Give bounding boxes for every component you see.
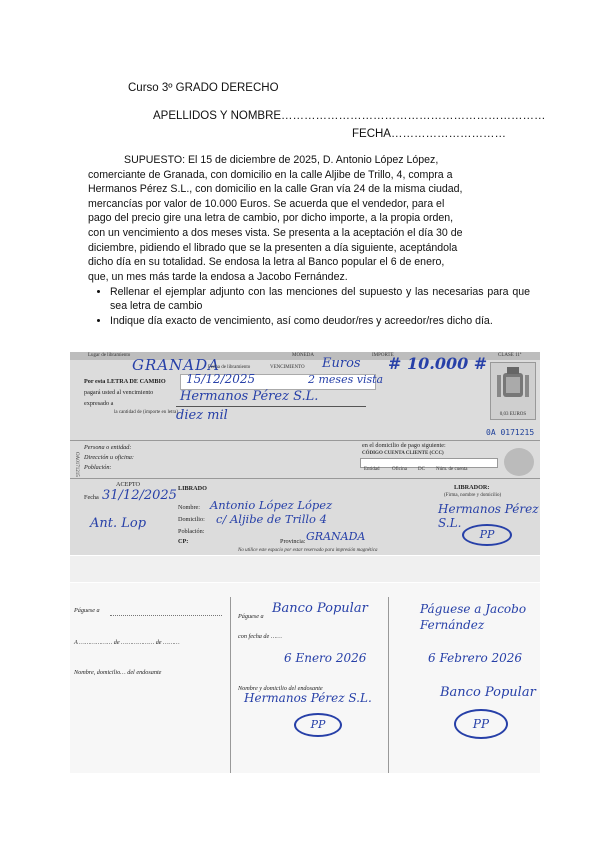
stamp-text: 0,03 EUROS [499,412,527,417]
statement-line: con un vencimiento a dos meses vista. Se presenta a la aceptación el día 30 de [88,226,463,239]
date-row [352,128,506,140]
tax-stamp [490,362,536,420]
label-poblacion: Población: [84,464,112,471]
date-label: FECHA [352,128,391,140]
label-librador: LIBRADOR: [454,484,490,491]
hw-drawee-name: Antonio López López [210,498,333,512]
label-nombre: Nombre: [178,504,200,511]
label-vencimiento: VENCIMIENTO [270,365,305,370]
hw-endorser-2: Banco Popular [440,685,536,700]
label-left-3: Nombre, domicilio… del endosante [74,669,162,676]
statement-line: diciembre, pidiendo el librado que se la presenten a día siguiente, aceptándola [88,241,458,254]
hw-drawee-address: c/ Aljibe de Trillo 4 [216,512,327,526]
hw-place: GRANADA [132,356,220,374]
label-cp: CP: [178,538,189,545]
statement-line: SUPUESTO: El 15 de diciembre de 2025, D. Antonio López López, [124,154,439,166]
label-clase: CLASE 11ª [498,353,522,358]
label-cantidad: la cantidad de (importe en letra) [114,410,178,415]
coat-of-arms-icon [491,363,535,407]
amount-line [176,406,366,407]
exercise-statement [88,153,518,284]
label-importe: IMPORTE [372,353,394,358]
statement-line: Hermanos Pérez S.L., con domicilio en la calle Gran vía 24 de la misma ciudad, [88,183,463,196]
label-direccion: Dirección u oficina: [84,454,134,461]
label-fecha-libramiento: Fecha de libramiento [208,365,251,370]
label-por-esta: Por esta LETRA DE CAMBIO [84,378,166,385]
divider [388,597,389,773]
task-item: • Indique día exacto de vencimiento, así como deudor/res y acreedor/res dicho día. [110,315,530,329]
statement-line: dicho día en su totalidad. Se endosa la letra al Banco popular el 6 de enero, [88,256,445,269]
statement-line: que, un mes más tarde la endosa a Jacobo Fernández. [88,270,348,283]
bill-of-exchange [70,352,540,555]
hw-issue-date: 15/12/2025 [186,372,256,386]
label-poblacion2: Población: [178,528,205,535]
label-mid-1: Páguese a [238,613,264,620]
ccc-col-dc: DC [418,467,425,472]
divider [70,478,540,479]
serial-number: 0A 0171215 [486,428,535,437]
task-list [96,286,530,331]
hw-endorse-date-2: 6 Febrero 2026 [428,651,523,665]
label-fecha: Fecha [84,494,99,501]
hw-endorser-1: Hermanos Pérez S.L. [244,691,372,705]
ccc-col-oficina: Oficina [392,467,407,472]
hw-stamp-sign: PP [462,524,512,546]
label-mid-3: Nombre y domicilio del endosante [238,685,323,692]
magnetic-band [70,556,540,582]
name-dots: …………………………………………………………… [281,110,546,122]
statement-line: comerciante de Granada, con domicilio en la calle Aljibe de Trillo, 4, compra a [88,168,453,181]
divider [70,440,540,441]
label-lugar: Lugar de libramiento [88,353,131,358]
task-item: • Rellenar el ejemplar adjunto con las menciones del supuesto y las necesarias para que sea letra de cambio [110,286,530,313]
ccc-col-entidad: Entidad [364,467,380,472]
label-librador-sub: (Firma, nombre y domicilio) [444,493,502,498]
hw-currency: Euros [322,356,361,371]
hw-endorsee-1: Banco Popular [272,601,368,616]
hw-amount-words: diez mil [176,408,228,423]
name-label: APELLIDOS Y NOMBRE [153,110,282,122]
divider [230,597,231,773]
label-ccc: CÓDIGO CUENTA CLIENTE (CCC) [362,451,444,456]
name-row [153,110,546,122]
hw-accept-date: 31/12/2025 [102,488,177,503]
course-title: Curso 3º GRADO DERECHO [128,82,279,94]
label-expresado: expresado a [84,400,114,407]
label-left-1: Páguese a [74,607,100,614]
label-domicilio-pago: en el domicilio de pago siguiente: [362,442,446,449]
label-mid-2: con fecha de …… [238,633,282,640]
hw-drawer-sign: Hermanos Pérez S.L. [438,502,539,530]
date-dots: ………………………… [390,128,506,140]
statement-line: pago del precio gire una letra de cambio, por dicho importe, a la propia orden, [88,212,454,225]
label-left-2: A ……………… de ……………… de ……… [74,639,180,646]
label-pagara: pagará usted al vencimiento [84,389,154,396]
hw-stamp-sign-2: PP [454,709,508,739]
label-acepto: ACEPTO [116,481,140,488]
label-domicilio: Domicilio: [178,516,205,523]
label-librado: LIBRADO [178,485,207,492]
label-warning: No utilice este espacio por estar reservado para impresión magnética [238,548,378,553]
label-moneda: MONEDA [292,353,314,358]
ccc-input[interactable] [360,458,498,468]
hw-accept-sign: Ant. Lop [90,516,147,531]
statement-line: mercancías por valor de 10.000 Euros. Se acuerda que el vendedor, para el [88,197,445,210]
hw-payee: Hermanos Pérez S.L. [180,389,319,404]
hw-maturity: 2 meses vista [308,373,384,386]
hw-endorsee-2: Páguese a Jacobo Fernández [420,602,527,632]
side-code: OA0171215 [74,452,79,477]
endorsement-area [70,583,540,773]
label-persona: Persona o entidad: [84,444,132,451]
ccc-col-cuenta: Núm. de cuenta [436,467,468,472]
hw-endorse-date-1: 6 Enero 2026 [284,651,367,665]
hw-drawee-city: GRANADA [306,530,366,543]
watermark [504,448,534,476]
label-provincia: Provincia: [280,538,306,545]
hw-amount: # 10.000 # [388,354,488,373]
hw-stamp-sign-1: PP [294,713,342,737]
dotted-line [110,615,222,616]
